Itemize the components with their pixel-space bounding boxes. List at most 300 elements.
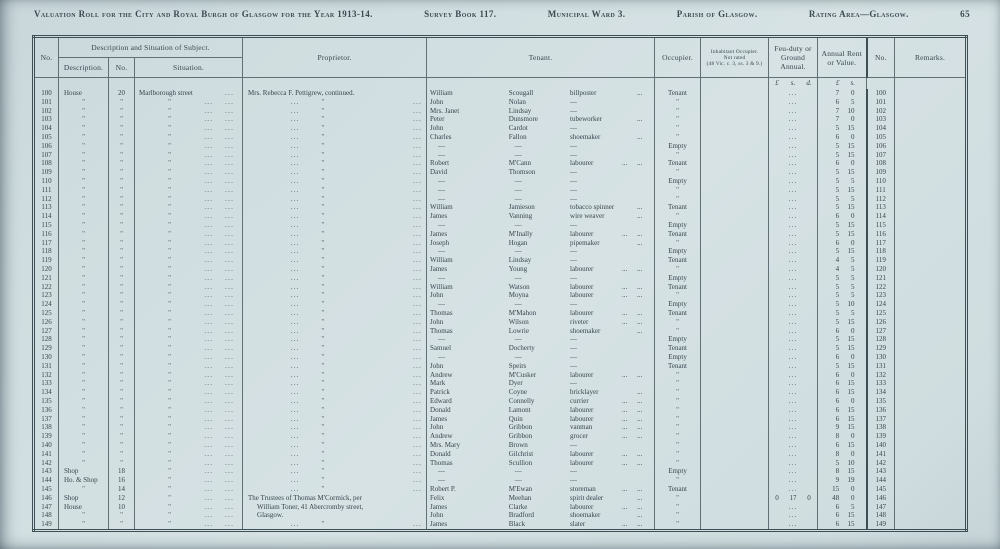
ellipsis-dots: ... <box>413 458 423 467</box>
cell-situation <box>135 98 243 107</box>
ellipsis-dots: ... <box>413 238 423 247</box>
cell-record-no: 146 <box>34 494 59 503</box>
cell-feu-duty <box>769 520 818 530</box>
cell-inhabitant-occupier <box>701 221 769 230</box>
cell-record-no-right: 104 <box>867 124 895 133</box>
cell-record-no: 135 <box>34 397 59 406</box>
table-header <box>34 37 967 78</box>
ditto-mark: " <box>82 405 85 414</box>
table-row <box>34 89 967 98</box>
cell-record-no: 148 <box>34 511 59 520</box>
ditto-mark: " <box>82 273 85 282</box>
ellipsis-dots: ... <box>204 335 214 344</box>
cell-subject-no <box>109 221 135 230</box>
ellipsis-dots: ... <box>413 432 423 441</box>
cell-description <box>59 458 109 467</box>
table-row <box>34 344 967 353</box>
ditto-mark: " <box>321 326 325 335</box>
page-number: 65 <box>960 9 970 19</box>
cell-feu-duty <box>769 107 818 116</box>
cell-record-no: 143 <box>34 467 59 476</box>
feu-pounds-symbol: £ <box>775 79 779 87</box>
feu-shillings-symbol: s. <box>790 79 796 87</box>
ditto-mark: " <box>82 440 85 449</box>
cell-tenant: William Watson labourer ... ... <box>427 283 655 292</box>
ditto-mark: " <box>168 133 172 142</box>
ditto-mark: " <box>168 326 172 335</box>
cell-occupier <box>655 414 701 423</box>
ellipsis-dots: ... <box>290 150 300 159</box>
ellipsis-dots: ... <box>204 432 214 441</box>
ellipsis-dots: ... <box>788 405 798 414</box>
ellipsis-dots: ... <box>413 150 423 159</box>
ellipsis-dots: ... <box>413 273 423 282</box>
cell-annual-rent: 6 15 <box>818 441 867 450</box>
cell-blank <box>655 78 701 90</box>
ditto-mark: " <box>120 124 123 133</box>
cell-tenant: — — — <box>427 353 655 362</box>
cell-feu-duty <box>769 406 818 415</box>
ditto-mark: " <box>82 396 85 405</box>
cell-proprietor <box>243 159 427 168</box>
cell-feu-duty <box>769 327 818 336</box>
cell-proprietor <box>243 476 427 485</box>
cell-proprietor <box>243 309 427 318</box>
cell-record-no: 106 <box>34 142 59 151</box>
ellipsis-dots: ... <box>204 300 214 309</box>
cell-feu-duty <box>769 335 818 344</box>
ditto-mark: " <box>676 423 679 432</box>
ellipsis-dots: ... <box>290 308 300 317</box>
cell-occupier <box>655 124 701 133</box>
ellipsis-dots: ... <box>290 520 300 529</box>
cell-inhabitant-occupier <box>701 177 769 186</box>
cell-feu-duty <box>769 379 818 388</box>
cell-annual-rent: 4 5 <box>818 265 867 274</box>
rent-currency-header <box>818 78 867 90</box>
cell-inhabitant-occupier <box>701 423 769 432</box>
ellipsis-dots: ... <box>788 449 798 458</box>
cell-occupier <box>655 397 701 406</box>
cell-remarks <box>895 221 967 230</box>
ellipsis-dots: ... <box>204 484 214 493</box>
ellipsis-dots: ... <box>290 273 300 282</box>
cell-annual-rent: 5 10 <box>818 458 867 467</box>
ditto-mark: " <box>321 185 325 194</box>
ellipsis-dots: ... <box>290 414 300 423</box>
ellipsis-dots: ... <box>290 458 300 467</box>
cell-record-no-right: 114 <box>867 212 895 221</box>
ellipsis-dots: ... <box>788 168 798 177</box>
cell-record-no-right: 103 <box>867 115 895 124</box>
ellipsis-dots: ... <box>788 177 798 186</box>
cell-situation <box>135 511 243 520</box>
ellipsis-dots: ... <box>413 317 423 326</box>
cell-description <box>59 309 109 318</box>
ellipsis-dots: ... <box>413 388 423 397</box>
cell-occupier: Tenant <box>655 283 701 292</box>
cell-annual-rent: 6 15 <box>818 388 867 397</box>
cell-remarks <box>895 476 967 485</box>
ditto-mark: " <box>321 159 325 168</box>
cell-situation <box>135 397 243 406</box>
cell-remarks <box>895 467 967 476</box>
cell-description <box>59 107 109 116</box>
cell-record-no-right: 122 <box>867 283 895 292</box>
cell-annual-rent: 5 15 <box>818 344 867 353</box>
table-row <box>34 362 967 371</box>
cell-feu-duty <box>769 265 818 274</box>
cell-record-no: 100 <box>34 89 59 98</box>
ditto-mark: " <box>82 264 85 273</box>
ellipsis-dots: ... <box>788 159 798 168</box>
ditto-mark: " <box>120 133 123 142</box>
cell-record-no: 111 <box>34 186 59 195</box>
cell-inhabitant-occupier <box>701 151 769 160</box>
cell-occupier <box>655 371 701 380</box>
cell-situation: Marlborough street ... <box>135 89 243 98</box>
cell-record-no: 129 <box>34 344 59 353</box>
cell-inhabitant-occupier <box>701 520 769 530</box>
cell-description <box>59 414 109 423</box>
ditto-mark: " <box>120 282 123 291</box>
cell-inhabitant-occupier <box>701 230 769 239</box>
ditto-mark: " <box>82 370 85 379</box>
ditto-mark: " <box>82 203 85 212</box>
ditto-mark: " <box>82 361 85 370</box>
cell-tenant: Edward Connelly currier ... ... <box>427 397 655 406</box>
cell-tenant: — — — <box>427 177 655 186</box>
ditto-mark: " <box>676 370 679 379</box>
cell-proprietor <box>243 186 427 195</box>
ditto-mark: " <box>168 484 172 493</box>
table-row <box>34 283 967 292</box>
cell-tenant: — — — <box>427 186 655 195</box>
cell-inhabitant-occupier <box>701 239 769 248</box>
ditto-mark: " <box>676 133 679 142</box>
ellipsis-dots: ... <box>225 467 235 476</box>
table-row <box>34 221 967 230</box>
cell-annual-rent: 6 0 <box>818 159 867 168</box>
cell-proprietor <box>243 107 427 116</box>
cell-subject-no <box>109 388 135 397</box>
cell-record-no-right: 136 <box>867 406 895 415</box>
ditto-mark: " <box>676 502 679 511</box>
ditto-mark: " <box>168 370 172 379</box>
ellipsis-dots: ... <box>225 493 235 502</box>
cell-record-no: 125 <box>34 309 59 318</box>
ellipsis-dots: ... <box>788 432 798 441</box>
ellipsis-dots: ... <box>788 141 798 150</box>
cell-remarks <box>895 371 967 380</box>
cell-occupier: Empty <box>655 221 701 230</box>
ditto-mark: " <box>82 388 85 397</box>
ellipsis-dots: ... <box>204 256 214 265</box>
cell-tenant: — — — <box>427 335 655 344</box>
cell-situation <box>135 327 243 336</box>
ditto-mark: " <box>321 414 325 423</box>
ellipsis-dots: ... <box>290 97 300 106</box>
cell-situation <box>135 124 243 133</box>
cell-occupier <box>655 212 701 221</box>
cell-subject-no <box>109 159 135 168</box>
cell-description <box>59 274 109 283</box>
ellipsis-dots: ... <box>225 511 235 520</box>
cell-annual-rent: 5 15 <box>818 318 867 327</box>
ellipsis-dots: ... <box>225 133 235 142</box>
cell-annual-rent: 9 15 <box>818 423 867 432</box>
ditto-mark: " <box>120 141 123 150</box>
ditto-mark: " <box>168 379 172 388</box>
ditto-mark: " <box>168 150 172 159</box>
ditto-mark: " <box>321 194 325 203</box>
ellipsis-dots: ... <box>413 168 423 177</box>
ellipsis-dots: ... <box>290 396 300 405</box>
cell-tenant: Andrew M'Cusker labourer ... ... <box>427 371 655 380</box>
cell-description <box>59 371 109 380</box>
ditto-mark: " <box>676 493 679 502</box>
cell-occupier <box>655 115 701 124</box>
ditto-mark: " <box>321 423 325 432</box>
ellipsis-dots: ... <box>225 238 235 247</box>
ellipsis-dots: ... <box>788 291 798 300</box>
ditto-mark: " <box>321 247 325 256</box>
ellipsis-dots: ... <box>204 317 214 326</box>
ellipsis-dots: ... <box>788 264 798 273</box>
cell-inhabitant-occupier <box>701 458 769 467</box>
cell-occupier <box>655 318 701 327</box>
cell-annual-rent: 5 15 <box>818 230 867 239</box>
ditto-mark: " <box>676 511 679 520</box>
ellipsis-dots: ... <box>225 177 235 186</box>
cell-situation <box>135 300 243 309</box>
ellipsis-dots: ... <box>413 141 423 150</box>
cell-annual-rent: 6 0 <box>818 397 867 406</box>
cell-proprietor: Glasgow. <box>243 511 427 520</box>
cell-situation <box>135 186 243 195</box>
cell-record-no-right: 148 <box>867 511 895 520</box>
cell-subject-no <box>109 186 135 195</box>
ellipsis-dots: ... <box>204 115 214 124</box>
cell-record-no-right: 140 <box>867 441 895 450</box>
cell-remarks <box>895 159 967 168</box>
ditto-mark: " <box>321 308 325 317</box>
cell-proprietor: William Toner, 41 Abercromby street, <box>243 502 427 511</box>
cell-record-no: 108 <box>34 159 59 168</box>
ditto-mark: " <box>120 396 123 405</box>
cell-inhabitant-occupier <box>701 414 769 423</box>
cell-proprietor <box>243 212 427 221</box>
ditto-mark: " <box>120 352 123 361</box>
cell-description <box>59 423 109 432</box>
ditto-mark: " <box>321 388 325 397</box>
cell-tenant: James Black slater ... ... <box>427 520 655 530</box>
ellipsis-dots: ... <box>204 493 214 502</box>
cell-tenant: Felix Meehan spirit dealer ... <box>427 494 655 503</box>
cell-tenant: John Bradford shoemaker ... <box>427 511 655 520</box>
ellipsis-dots: ... <box>290 449 300 458</box>
table-row <box>34 256 967 265</box>
ellipsis-dots: ... <box>225 396 235 405</box>
cell-feu-duty <box>769 511 818 520</box>
cell-tenant: Peter Dunsmore tubeworker ... <box>427 115 655 124</box>
cell-feu-duty <box>769 476 818 485</box>
ellipsis-dots: ... <box>788 423 798 432</box>
cell-feu-duty <box>769 203 818 212</box>
table-row <box>34 458 967 467</box>
ditto-mark: " <box>676 291 679 300</box>
cell-subject-no <box>109 283 135 292</box>
cell-annual-rent: 6 5 <box>818 98 867 107</box>
ellipsis-dots: ... <box>225 388 235 397</box>
ellipsis-dots: ... <box>413 520 423 529</box>
cell-remarks <box>895 89 967 98</box>
ellipsis-dots: ... <box>413 361 423 370</box>
ellipsis-dots: ... <box>204 379 214 388</box>
cell-proprietor <box>243 344 427 353</box>
ditto-mark: " <box>321 370 325 379</box>
ditto-mark: " <box>168 467 172 476</box>
cell-remarks <box>895 309 967 318</box>
ditto-mark: " <box>120 159 123 168</box>
ellipsis-dots: ... <box>788 185 798 194</box>
ditto-mark: " <box>676 185 679 194</box>
cell-annual-rent: 5 15 <box>818 151 867 160</box>
ditto-mark: " <box>82 247 85 256</box>
cell-description <box>59 485 109 494</box>
cell-record-no-right: 120 <box>867 265 895 274</box>
table-row <box>34 151 967 160</box>
ditto-mark: " <box>321 238 325 247</box>
cell-situation <box>135 423 243 432</box>
cell-blank <box>895 78 967 90</box>
cell-remarks <box>895 327 967 336</box>
cell-remarks <box>895 450 967 459</box>
cell-record-no-right: 132 <box>867 371 895 380</box>
cell-tenant: Robert P. M'Ewan storeman ... ... <box>427 485 655 494</box>
table-row <box>34 379 967 388</box>
cell-occupier: Empty <box>655 467 701 476</box>
ditto-mark: " <box>120 388 123 397</box>
ditto-mark: " <box>676 317 679 326</box>
cell-remarks <box>895 283 967 292</box>
ellipsis-dots: ... <box>788 511 798 520</box>
table-row <box>34 212 967 221</box>
ditto-mark: " <box>321 133 325 142</box>
cell-record-no-right: 147 <box>867 502 895 511</box>
ellipsis-dots: ... <box>225 335 235 344</box>
cell-tenant: James Vanning wire weaver ... <box>427 212 655 221</box>
cell-description <box>59 388 109 397</box>
ellipsis-dots: ... <box>413 449 423 458</box>
ellipsis-dots: ... <box>413 440 423 449</box>
ditto-mark: " <box>168 141 172 150</box>
cell-inhabitant-occupier <box>701 203 769 212</box>
table-row <box>34 318 967 327</box>
ditto-mark: " <box>168 247 172 256</box>
cell-description <box>59 212 109 221</box>
ditto-mark: " <box>321 229 325 238</box>
ellipsis-dots: ... <box>290 432 300 441</box>
cell-situation <box>135 520 243 530</box>
ditto-mark: " <box>321 440 325 449</box>
ellipsis-dots: ... <box>225 379 235 388</box>
ditto-mark: " <box>82 238 85 247</box>
table-row <box>34 115 967 124</box>
cell-remarks <box>895 133 967 142</box>
cell-tenant: Samuel Docherty — <box>427 344 655 353</box>
ditto-mark: " <box>676 405 679 414</box>
ellipsis-dots: ... <box>290 291 300 300</box>
ditto-mark: " <box>321 300 325 309</box>
cell-description <box>59 230 109 239</box>
ellipsis-dots: ... <box>788 379 798 388</box>
survey-book-label: Survey Book 117. <box>424 9 497 19</box>
ellipsis-dots: ... <box>413 106 423 115</box>
cell-feu-duty <box>769 230 818 239</box>
ditto-mark: " <box>321 115 325 124</box>
cell-inhabitant-occupier <box>701 107 769 116</box>
cell-feu-duty <box>769 142 818 151</box>
ellipsis-dots: ... <box>413 414 423 423</box>
cell-occupier <box>655 494 701 503</box>
cell-situation <box>135 265 243 274</box>
ellipsis-dots: ... <box>788 212 798 221</box>
cell-description <box>59 98 109 107</box>
ditto-mark: " <box>82 159 85 168</box>
cell-record-no-right: 126 <box>867 318 895 327</box>
cell-feu-duty <box>769 168 818 177</box>
cell-remarks <box>895 423 967 432</box>
ellipsis-dots: ... <box>290 159 300 168</box>
cell-record-no: 115 <box>34 221 59 230</box>
ellipsis-dots: ... <box>290 317 300 326</box>
cell-record-no-right: 137 <box>867 414 895 423</box>
cell-remarks <box>895 406 967 415</box>
cell-occupier <box>655 476 701 485</box>
ellipsis-dots: ... <box>204 291 214 300</box>
ellipsis-dots: ... <box>290 177 300 186</box>
cell-proprietor <box>243 335 427 344</box>
ellipsis-dots: ... <box>204 467 214 476</box>
ditto-mark: " <box>676 520 679 529</box>
cell-inhabitant-occupier <box>701 291 769 300</box>
cell-situation <box>135 203 243 212</box>
cell-feu-duty <box>769 291 818 300</box>
cell-subject-no <box>109 151 135 160</box>
cell-occupier: Empty <box>655 247 701 256</box>
cell-inhabitant-occupier <box>701 318 769 327</box>
cell-feu-duty <box>769 344 818 353</box>
cell-occupier: Tenant <box>655 159 701 168</box>
ellipsis-dots: ... <box>204 133 214 142</box>
ditto-mark: " <box>168 185 172 194</box>
cell-annual-rent: 7 10 <box>818 107 867 116</box>
ditto-mark: " <box>120 458 123 467</box>
cell-inhabitant-occupier <box>701 450 769 459</box>
cell-feu-duty <box>769 300 818 309</box>
ditto-mark: " <box>321 106 325 115</box>
valuation-table <box>32 35 968 532</box>
cell-feu-duty <box>769 371 818 380</box>
ditto-mark: " <box>82 300 85 309</box>
cell-annual-rent: 5 5 <box>818 274 867 283</box>
table-row <box>34 142 967 151</box>
cell-remarks <box>895 151 967 160</box>
cell-remarks <box>895 256 967 265</box>
cell-record-no: 114 <box>34 212 59 221</box>
ellipsis-dots: ... <box>225 308 235 317</box>
